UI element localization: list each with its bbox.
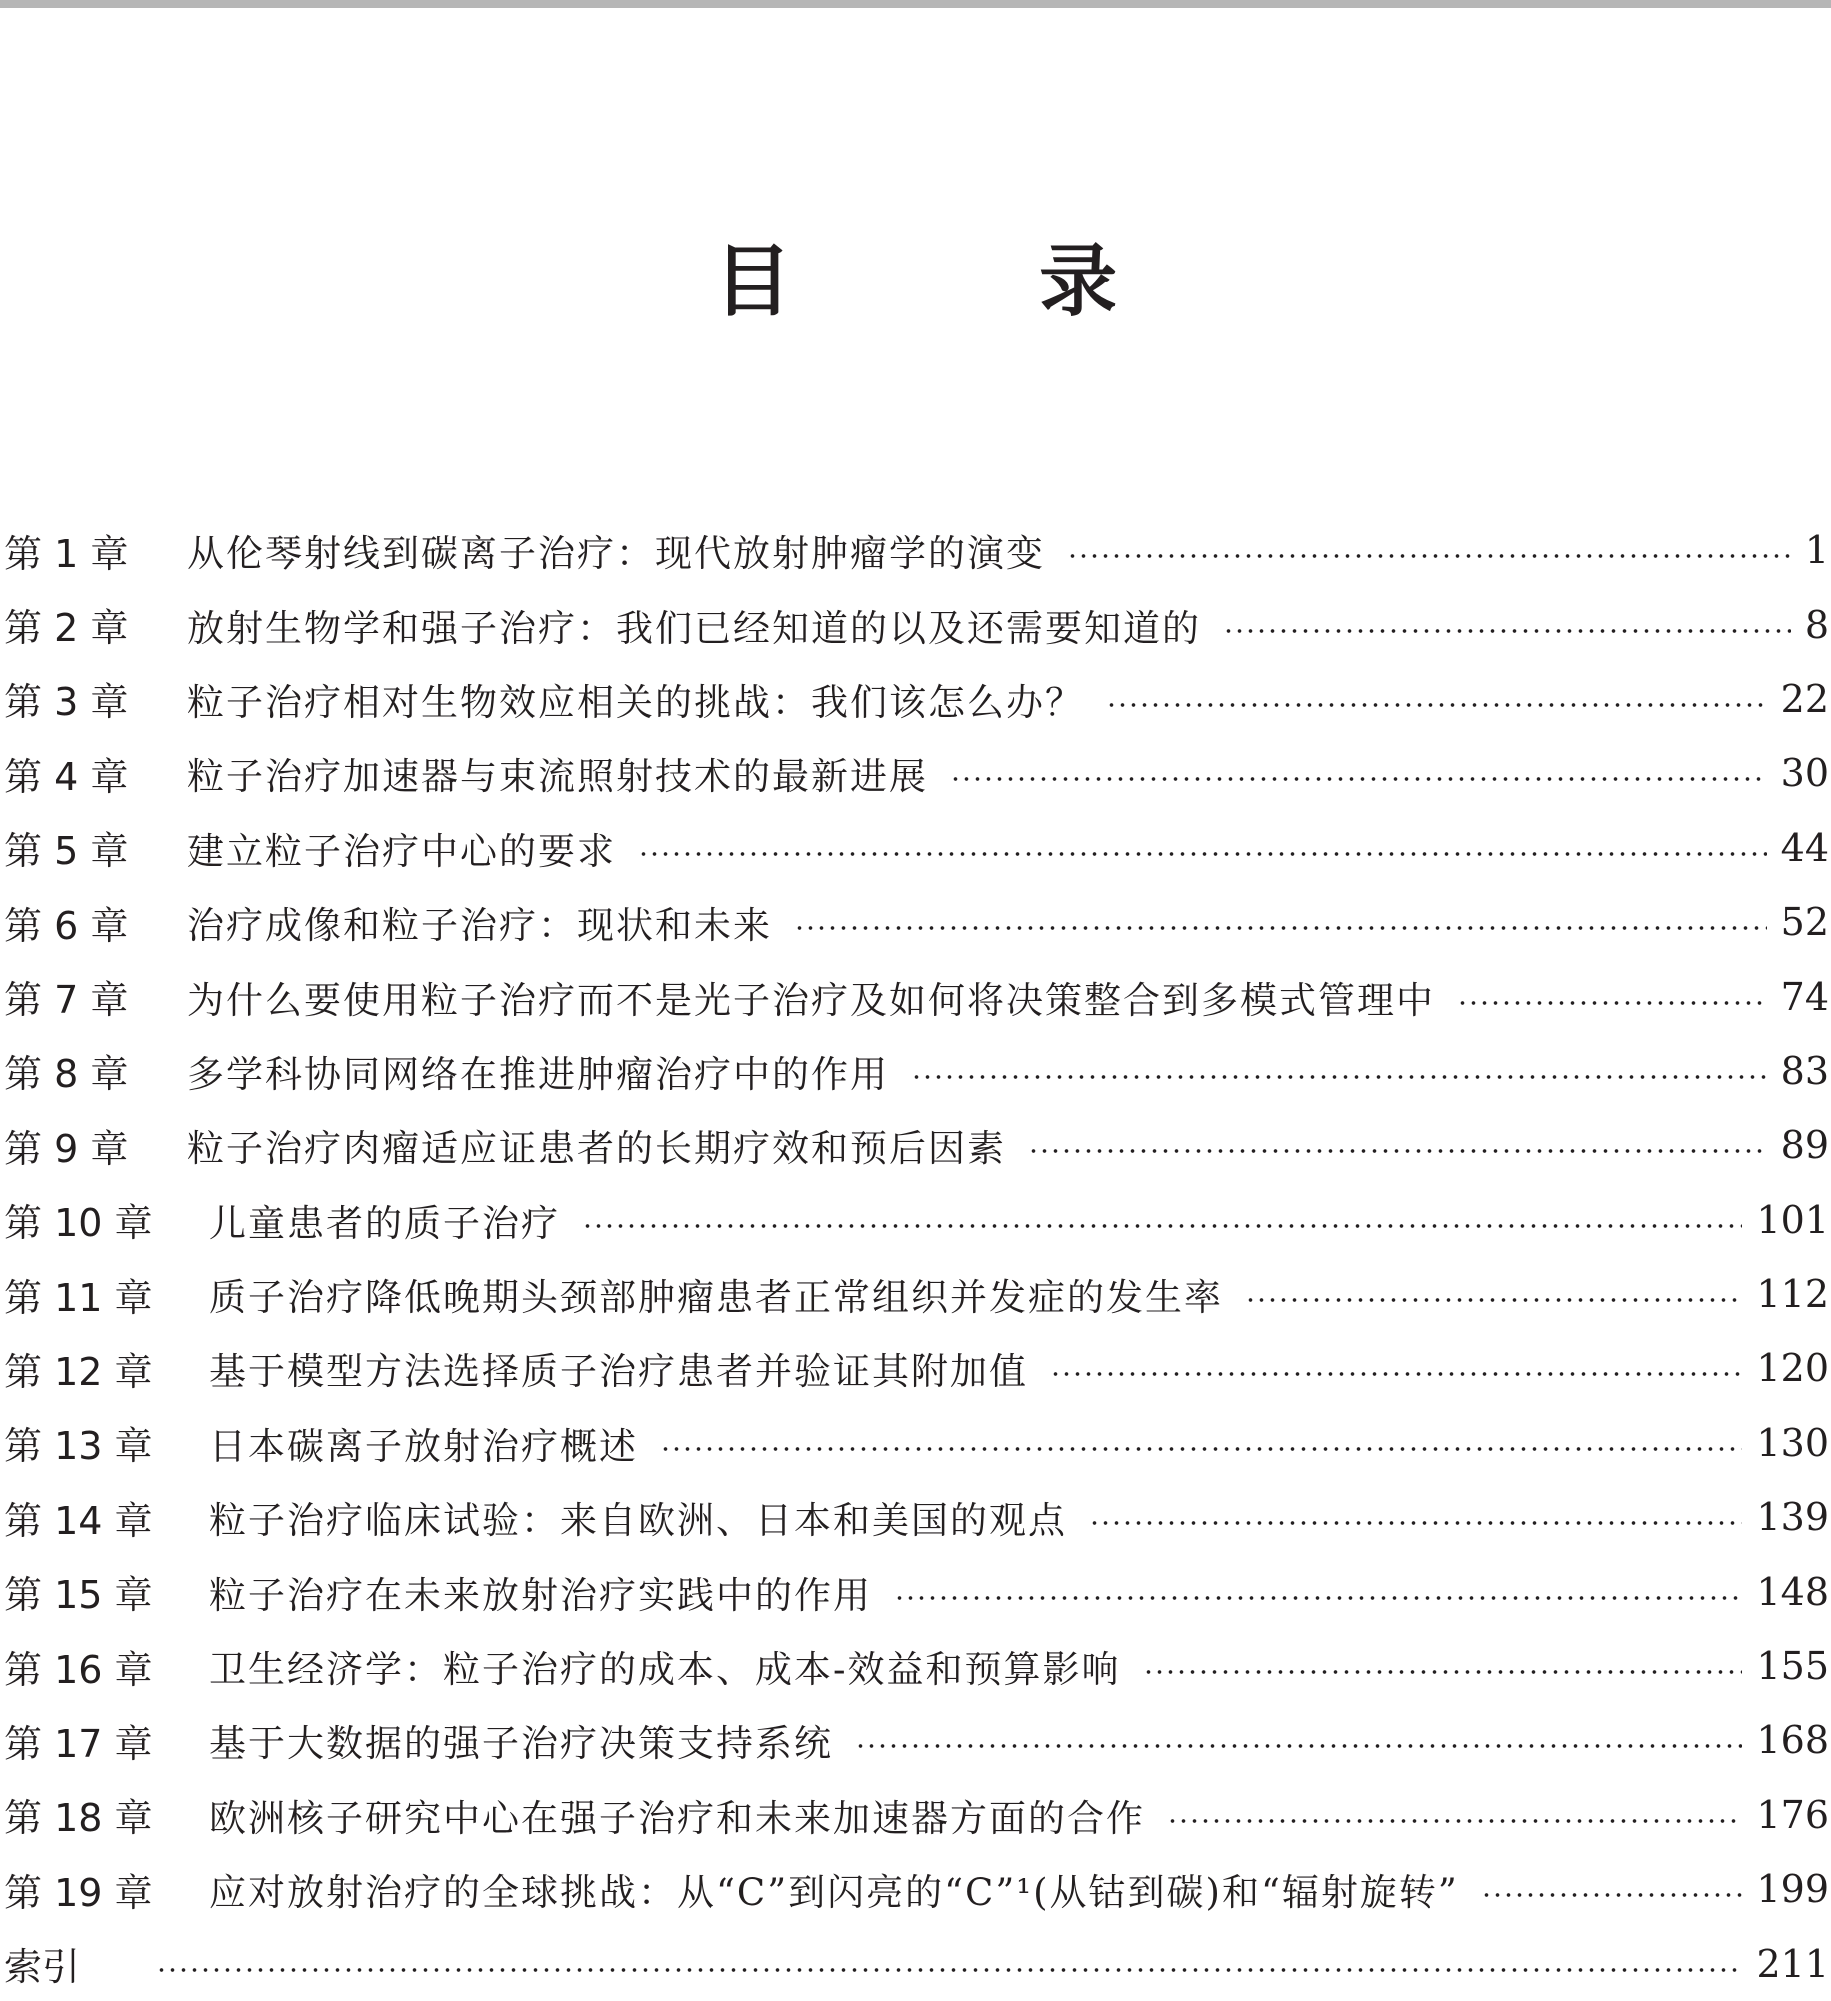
chapter-label: 第 5 章 [4,829,129,874]
chapter-title: 基于大数据的强子治疗决策支持系统 [209,1722,833,1766]
chapter-label: 第 13 章 [4,1424,153,1469]
dot-leader [794,902,1767,942]
chapter-title: 粒子治疗肉瘤适应证患者的长期疗效和预后因素 [187,1127,1006,1171]
dot-leader [1223,605,1791,645]
page-number: 120 [1756,1346,1829,1391]
toc-entry-6[interactable] [0,885,1831,959]
page-number: 139 [1756,1495,1829,1540]
chapter-label: 第 11 章 [4,1275,153,1320]
chapter-title: 粒子治疗加速器与束流照射技术的最新进展 [187,755,928,799]
toc-entry-3[interactable] [0,662,1831,736]
chapter-label: 第 1 章 [4,531,129,576]
dot-leader [1106,679,1767,719]
chapter-label: 第 18 章 [4,1796,153,1841]
toc-entry-4[interactable] [0,736,1831,810]
dot-leader [1245,1274,1742,1314]
dot-leader [1167,1795,1742,1835]
page-number: 52 [1780,900,1829,945]
page-number: 199 [1756,1867,1829,1912]
chapter-title: 建立粒子治疗中心的要求 [187,829,616,873]
chapter-title: 应对放射治疗的全球挑战：从“C”到闪亮的“C”¹(从钴到碳)和“辐射旋转” [209,1871,1459,1915]
chapter-title: 粒子治疗临床试验：来自欧洲、日本和美国的观点 [209,1499,1067,1543]
dot-leader [638,828,1767,868]
toc-entry-5[interactable] [0,811,1831,885]
page-number: 101 [1756,1197,1829,1242]
chapter-label: 第 17 章 [4,1721,153,1766]
chapter-label: 第 16 章 [4,1647,153,1692]
toc-entry-12[interactable] [0,1331,1831,1405]
toc-entry-17[interactable] [0,1703,1831,1777]
toc-entry-1[interactable] [0,513,1831,587]
dot-leader [156,1944,1742,1984]
page-number: 112 [1756,1272,1829,1317]
chapter-title: 粒子治疗在未来放射治疗实践中的作用 [209,1573,872,1617]
dot-leader [855,1720,1742,1760]
chapter-title: 欧洲核子研究中心在强子治疗和未来加速器方面的合作 [209,1796,1145,1840]
chapter-label: 索引 [4,1945,81,1990]
chapter-title: 基于模型方法选择质子治疗患者并验证其附加值 [209,1350,1028,1394]
toc-entry-index[interactable] [0,1926,1831,2000]
chapter-label: 第 6 章 [4,903,129,948]
page-number: 148 [1756,1569,1829,1614]
chapter-title: 卫生经济学：粒子治疗的成本、成本-效益和预算影响 [209,1648,1121,1692]
toc-entry-9[interactable] [0,1108,1831,1182]
toc-entry-18[interactable] [0,1778,1831,1852]
dot-leader [1028,1125,1767,1165]
toc-entry-15[interactable] [0,1554,1831,1628]
dot-leader [1067,530,1791,570]
chapter-title: 为什么要使用粒子治疗而不是光子治疗及如何将决策整合到多模式管理中 [187,978,1435,1022]
page-title: 目 录 [713,237,1228,328]
page-number: 1 [1804,528,1829,573]
chapter-label: 第 7 章 [4,978,129,1023]
page-number: 22 [1780,676,1829,721]
dot-leader [950,753,1767,793]
chapter-title: 粒子治疗相对生物效应相关的挑战：我们该怎么办？ [187,680,1084,724]
page-number: 211 [1756,1941,1829,1986]
chapter-label: 第 19 章 [4,1870,153,1915]
chapter-label: 第 15 章 [4,1573,153,1618]
top-border-rule [0,0,1831,8]
toc-entry-11[interactable] [0,1257,1831,1331]
toc-entry-2[interactable] [0,587,1831,661]
chapter-label: 第 12 章 [4,1349,153,1394]
toc-entry-7[interactable] [0,959,1831,1033]
chapter-title: 从伦琴射线到碳离子治疗：现代放射肿瘤学的演变 [187,532,1045,576]
dot-leader [911,1051,1767,1091]
toc-entry-14[interactable] [0,1480,1831,1554]
chapter-label: 第 10 章 [4,1201,153,1246]
page-number: 83 [1780,1048,1829,1093]
page-number: 74 [1780,974,1829,1019]
page-number: 44 [1780,825,1829,870]
table-of-contents [0,513,1831,2001]
chapter-title: 日本碳离子放射治疗概述 [209,1424,638,1468]
dot-leader [894,1572,1742,1612]
chapter-label: 第 4 章 [4,754,129,799]
toc-entry-8[interactable] [0,1034,1831,1108]
dot-leader [582,1200,1742,1240]
chapter-label: 第 9 章 [4,1126,129,1171]
page-number: 89 [1780,1123,1829,1168]
dot-leader [1050,1348,1742,1388]
page-number: 30 [1780,751,1829,796]
dot-leader [1143,1646,1743,1686]
page-number: 176 [1756,1792,1829,1837]
chapter-label: 第 2 章 [4,606,129,651]
toc-entry-19[interactable] [0,1852,1831,1926]
toc-entry-10[interactable] [0,1183,1831,1257]
toc-entry-13[interactable] [0,1406,1831,1480]
dot-leader [1481,1869,1743,1909]
page-number: 155 [1756,1644,1829,1689]
chapter-label: 第 3 章 [4,680,129,725]
dot-leader [660,1423,1742,1463]
chapter-title: 质子治疗降低晚期头颈部肿瘤患者正常组织并发症的发生率 [209,1276,1223,1320]
chapter-label: 第 14 章 [4,1498,153,1543]
page-number: 8 [1804,602,1829,647]
chapter-title: 多学科协同网络在推进肿瘤治疗中的作用 [187,1052,889,1096]
page-number: 168 [1756,1718,1829,1763]
page-number: 130 [1756,1420,1829,1465]
chapter-title: 治疗成像和粒子治疗：现状和未来 [187,904,772,948]
dot-leader [1089,1497,1742,1537]
chapter-title: 儿童患者的质子治疗 [209,1201,560,1245]
chapter-title: 放射生物学和强子治疗：我们已经知道的以及还需要知道的 [187,606,1201,650]
chapter-label: 第 8 章 [4,1052,129,1097]
toc-entry-16[interactable] [0,1629,1831,1703]
dot-leader [1457,977,1767,1017]
